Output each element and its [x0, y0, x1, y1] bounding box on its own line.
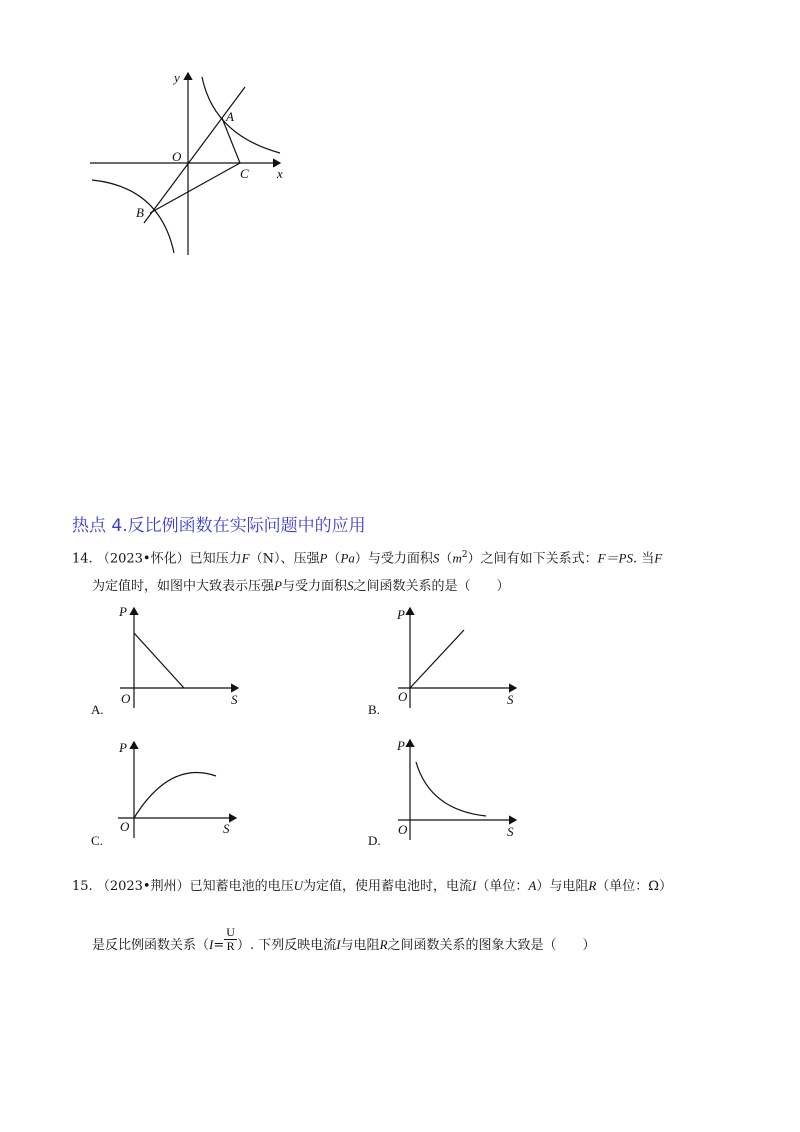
axis-label-y: y: [174, 70, 180, 85]
segment-bc: [150, 163, 240, 213]
origin-label: O: [172, 149, 182, 164]
q14-d-curve: [416, 762, 486, 816]
q14-formula: F＝PS: [597, 550, 633, 566]
q14-a-s-label: S: [231, 692, 238, 707]
point-b-label: B: [136, 205, 144, 220]
q14-d-origin: O: [398, 822, 408, 837]
point-c-label: C: [240, 166, 249, 181]
q14-line-1: 14. （2023•怀化）已知压力F（N）、压强P（Pa）与受力面积$S(m^2)$之间有如下关系式：F＝PS. 当F: [72, 550, 663, 567]
q14-c-curve: [134, 773, 216, 818]
segment-ac: [222, 118, 240, 163]
axis-label-x: x: [277, 166, 283, 181]
q14-c-s-label: S: [223, 821, 230, 836]
line-ab: [144, 87, 245, 223]
q14-b-p-label: P: [397, 607, 405, 622]
q14-b-line: [410, 630, 464, 688]
q15-fraction-numerator: U: [226, 925, 235, 939]
q14-source: （2023•怀化）: [96, 551, 190, 567]
q14-option-d-graph[interactable]: [388, 732, 528, 842]
section-heading: 热点 4.反比例函数在实际问题中的应用: [72, 516, 366, 536]
q14-d-s-label: S: [507, 824, 514, 839]
q14-option-a-graph[interactable]: [110, 600, 250, 710]
q14-line-2: 为定值时，如图中大致表示压强P与受力面积S之间函数关系的是（ ）: [92, 578, 510, 594]
q14-option-a-label[interactable]: A.: [91, 702, 104, 717]
q14-a-origin: O: [121, 691, 131, 706]
q14-c-p-label: P: [119, 740, 127, 755]
q15-line-2: 是反比例函数关系（I= $\frac{U}{R}$ ）. 下列反映电流I与电阻R之间函数关系的图象大致是（ ）: [92, 925, 596, 953]
hyperbola-branch-1: [202, 77, 280, 153]
q14-d-p-label: P: [397, 738, 405, 753]
q15-number: 15.: [72, 879, 93, 894]
hyperbola-branch-2: [92, 180, 174, 253]
q14-a-p-label: P: [119, 604, 127, 619]
q14-number: 14.: [72, 551, 93, 567]
q14-c-origin: O: [120, 819, 130, 834]
q14-option-c-graph[interactable]: [110, 732, 250, 842]
q14-option-b-label[interactable]: B.: [368, 702, 380, 717]
top-figure: [80, 65, 300, 265]
q14-option-b-graph[interactable]: [388, 600, 528, 710]
q15-line-1: 15. （2023•荆州）已知蓄电池的电压U为定值，使用蓄电池时，电流I（单位：A）与电阻R（单位：Ω）: [72, 878, 673, 894]
q15-fraction-denominator: R: [226, 939, 235, 953]
point-a-label: A: [226, 109, 234, 124]
q14-b-origin: O: [398, 689, 408, 704]
q14-option-c-label[interactable]: C.: [91, 833, 103, 848]
q14-option-d-label[interactable]: D.: [368, 833, 381, 848]
q14-a-line: [134, 633, 184, 688]
q15-fraction: [224, 926, 237, 953]
q15-source: （2023•荆州）: [96, 879, 190, 894]
q14-b-s-label: S: [507, 692, 514, 707]
